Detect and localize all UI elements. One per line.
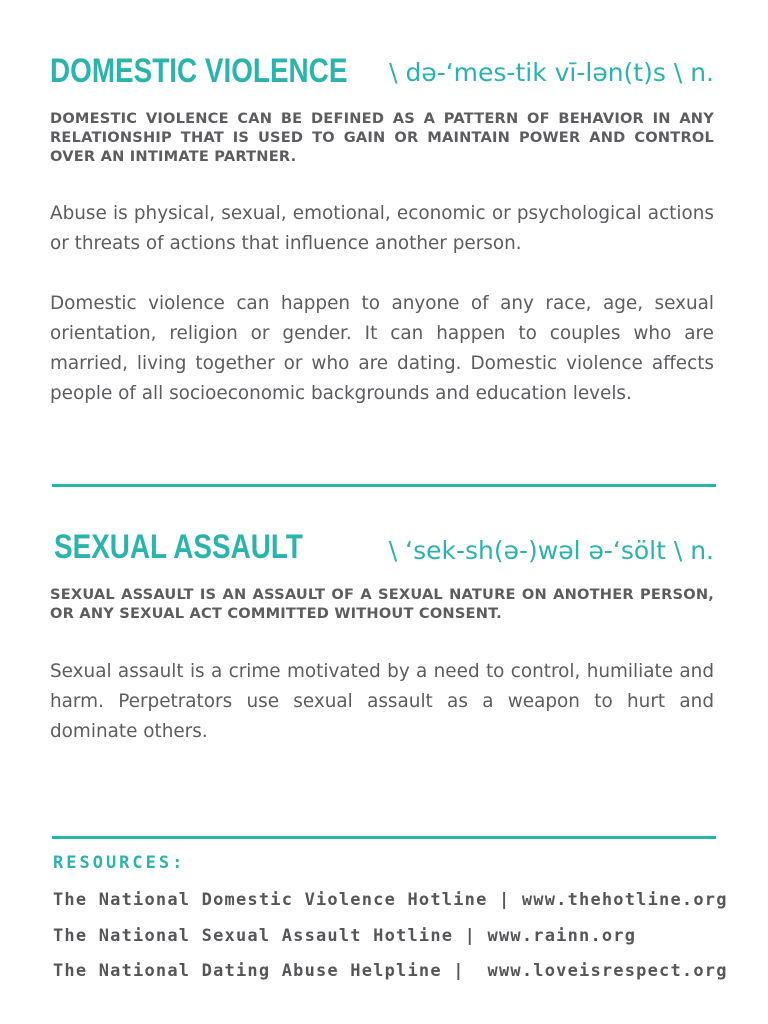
domestic-violence-header (50, 52, 714, 96)
resources-divider (52, 836, 716, 839)
resource-dating-abuse-helpline: The National Dating Abuse Helpline | www.loveisrespect.org (53, 961, 728, 981)
sexual-assault-paragraph-1: Sexual assault is a crime motivated by a need to control, humiliate and harm. Perpetrators use sexual assault as a weapon to hurt and dominate others. (50, 661, 714, 742)
resource-sexual-assault-hotline: The National Sexual Assault Hotline | www.rainn.org (53, 926, 637, 946)
sexual-assault-term: SEXUAL ASSAULT (54, 528, 303, 566)
resources-heading: RESOURCES: (53, 853, 186, 873)
resource-domestic-violence-hotline: The National Domestic Violence Hotline | www.thehotline.org (53, 890, 728, 910)
domestic-violence-paragraph-1: Abuse is physical, sexual, emotional, economic or psychological actions or threats of actions that influence another person. (50, 203, 714, 254)
domestic-violence-pronunciation: \ də-ʻmes-tik vī-lən(t)s \ n. (389, 58, 714, 87)
domestic-violence-definition: DOMESTIC VIOLENCE CAN BE DEFINED AS A PATTERN OF BEHAVIOR IN ANY RELATIONSHIP THAT IS USED TO GAIN OR MAINTAIN POWER AND CONTROL OVER AN INTIMATE PARTNER. (50, 110, 714, 165)
domestic-violence-paragraph-2: Domestic violence can happen to anyone of any race, age, sexual orientation, religion or gender. It can happen to couples who are married, living together or who are dating. Domestic violence affects people of all socioeconomic backgrounds and education levels. (50, 293, 714, 404)
section-divider (52, 484, 716, 487)
sexual-assault-header (50, 528, 714, 572)
sexual-assault-pronunciation: \ ʻsek-sh(ə-)wəl ə-ʻsölt \ n. (388, 536, 714, 565)
domestic-violence-term: DOMESTIC VIOLENCE (50, 52, 348, 90)
sexual-assault-definition: SEXUAL ASSAULT IS AN ASSAULT OF A SEXUAL NATURE ON ANOTHER PERSON, OR ANY SEXUAL ACT COMMITTED WITHOUT CONSENT. (50, 586, 714, 622)
